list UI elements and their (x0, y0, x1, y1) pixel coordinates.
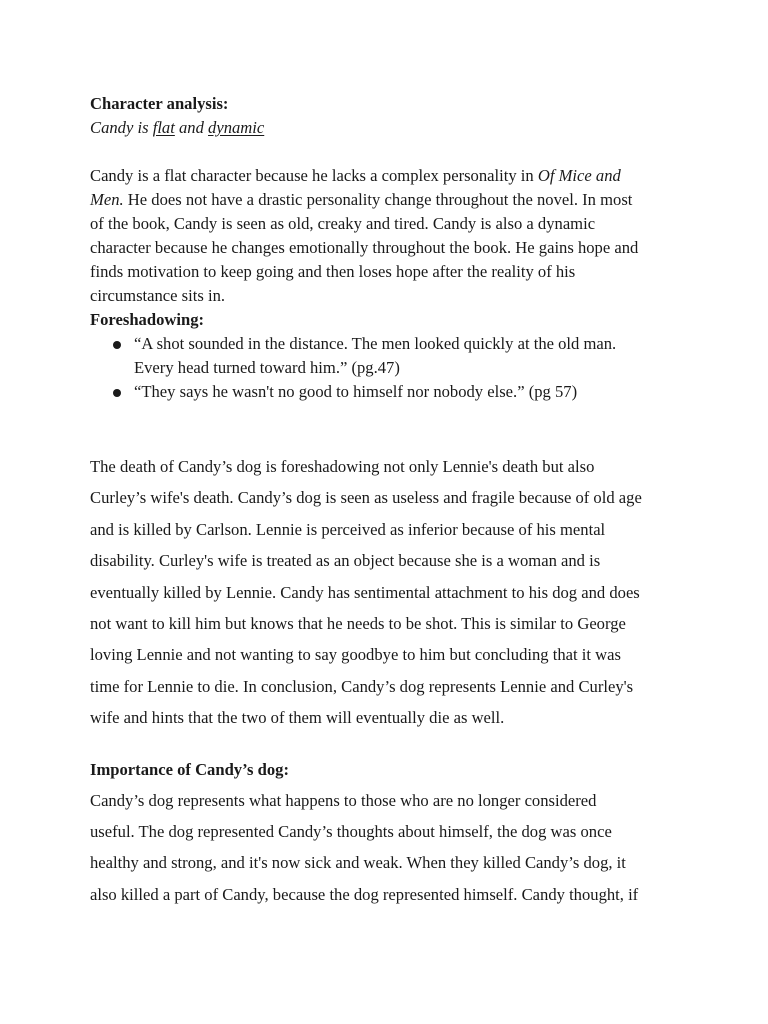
paragraph-line-text: He does not have a drastic personality change throughout the novel. In most (123, 190, 633, 209)
paragraph-line: and is killed by Carlson. Lennie is perceived as inferior because of his mental (90, 519, 606, 539)
paragraph-line: The death of Candy’s dog is foreshadowing not only Lennie's death but also (90, 457, 595, 476)
paragraph-line-text: Candy is a flat character because he lacks a complex personality in (90, 166, 538, 185)
importance-paragraph (90, 785, 690, 911)
paragraph-line: loving Lennie and not wanting to say goodbye to him but concluding that it was (90, 645, 621, 665)
paragraph-line (90, 164, 690, 188)
book-title-part: Of Mice and (537, 166, 621, 185)
paragraph-line: healthy and strong, and it's now sick and weak. When they killed Candy’s dog, it (90, 853, 626, 873)
importance-heading: Importance of Candy’s dog: (90, 759, 289, 779)
paragraph-line: finds motivation to keep going and then loses hope after the reality of his (90, 262, 576, 281)
paragraph-line: not want to kill him but knows that he needs to be shot. This is similar to George (90, 614, 626, 634)
quote-line: Every head turned toward him.” (pg.47) (134, 358, 400, 377)
paragraph-line: of the book, Candy is seen as old, creaky and tired. Candy is also a dynamic (90, 214, 596, 233)
bullet-icon (113, 341, 121, 349)
subtitle-prefix: Candy is (90, 118, 153, 137)
foreshadowing-heading: Foreshadowing: (90, 310, 205, 329)
bullet-icon (113, 389, 121, 397)
subtitle-and: and (174, 118, 209, 137)
paragraph-line: character because he changes emotionally throughout the book. He gains hope and (90, 238, 639, 257)
subtitle-dynamic: dynamic (208, 118, 265, 137)
document-page (90, 92, 690, 910)
character-analysis-subtitle (90, 116, 690, 140)
book-title-part: Men. (90, 190, 124, 209)
quote-item (90, 380, 690, 404)
paragraph-line: circumstance sits in. (90, 286, 226, 305)
paragraph-line: disability. Curley's wife is treated as an object because she is a woman and is (90, 551, 601, 571)
character-analysis-heading: Character analysis: (90, 94, 229, 113)
subtitle-flat: flat (152, 118, 175, 137)
quote-list (90, 332, 690, 404)
character-paragraph (90, 164, 690, 308)
paragraph-line: useful. The dog represented Candy’s thoughts about himself, the dog was once (90, 822, 612, 842)
quote-item (90, 332, 690, 380)
quote-line: “A shot sounded in the distance. The men looked quickly at the old man. (134, 334, 617, 353)
paragraph-line: time for Lennie to die. In conclusion, Candy’s dog represents Lennie and Curley's (90, 676, 634, 696)
paragraph-line: Curley’s wife's death. Candy’s dog is seen as useless and fragile because of old age (90, 488, 642, 508)
foreshadowing-paragraph (90, 451, 690, 734)
paragraph-line: Candy’s dog represents what happens to those who are no longer considered (90, 790, 597, 810)
paragraph-line (90, 188, 690, 212)
paragraph-line: wife and hints that the two of them will eventually die as well. (90, 708, 505, 728)
quote-line: “They says he wasn't no good to himself nor nobody else.” (pg 57) (134, 382, 578, 401)
paragraph-line: also killed a part of Candy, because the dog represented himself. Candy thought, if (90, 884, 639, 904)
paragraph-line: eventually killed by Lennie. Candy has sentimental attachment to his dog and does (90, 582, 640, 602)
